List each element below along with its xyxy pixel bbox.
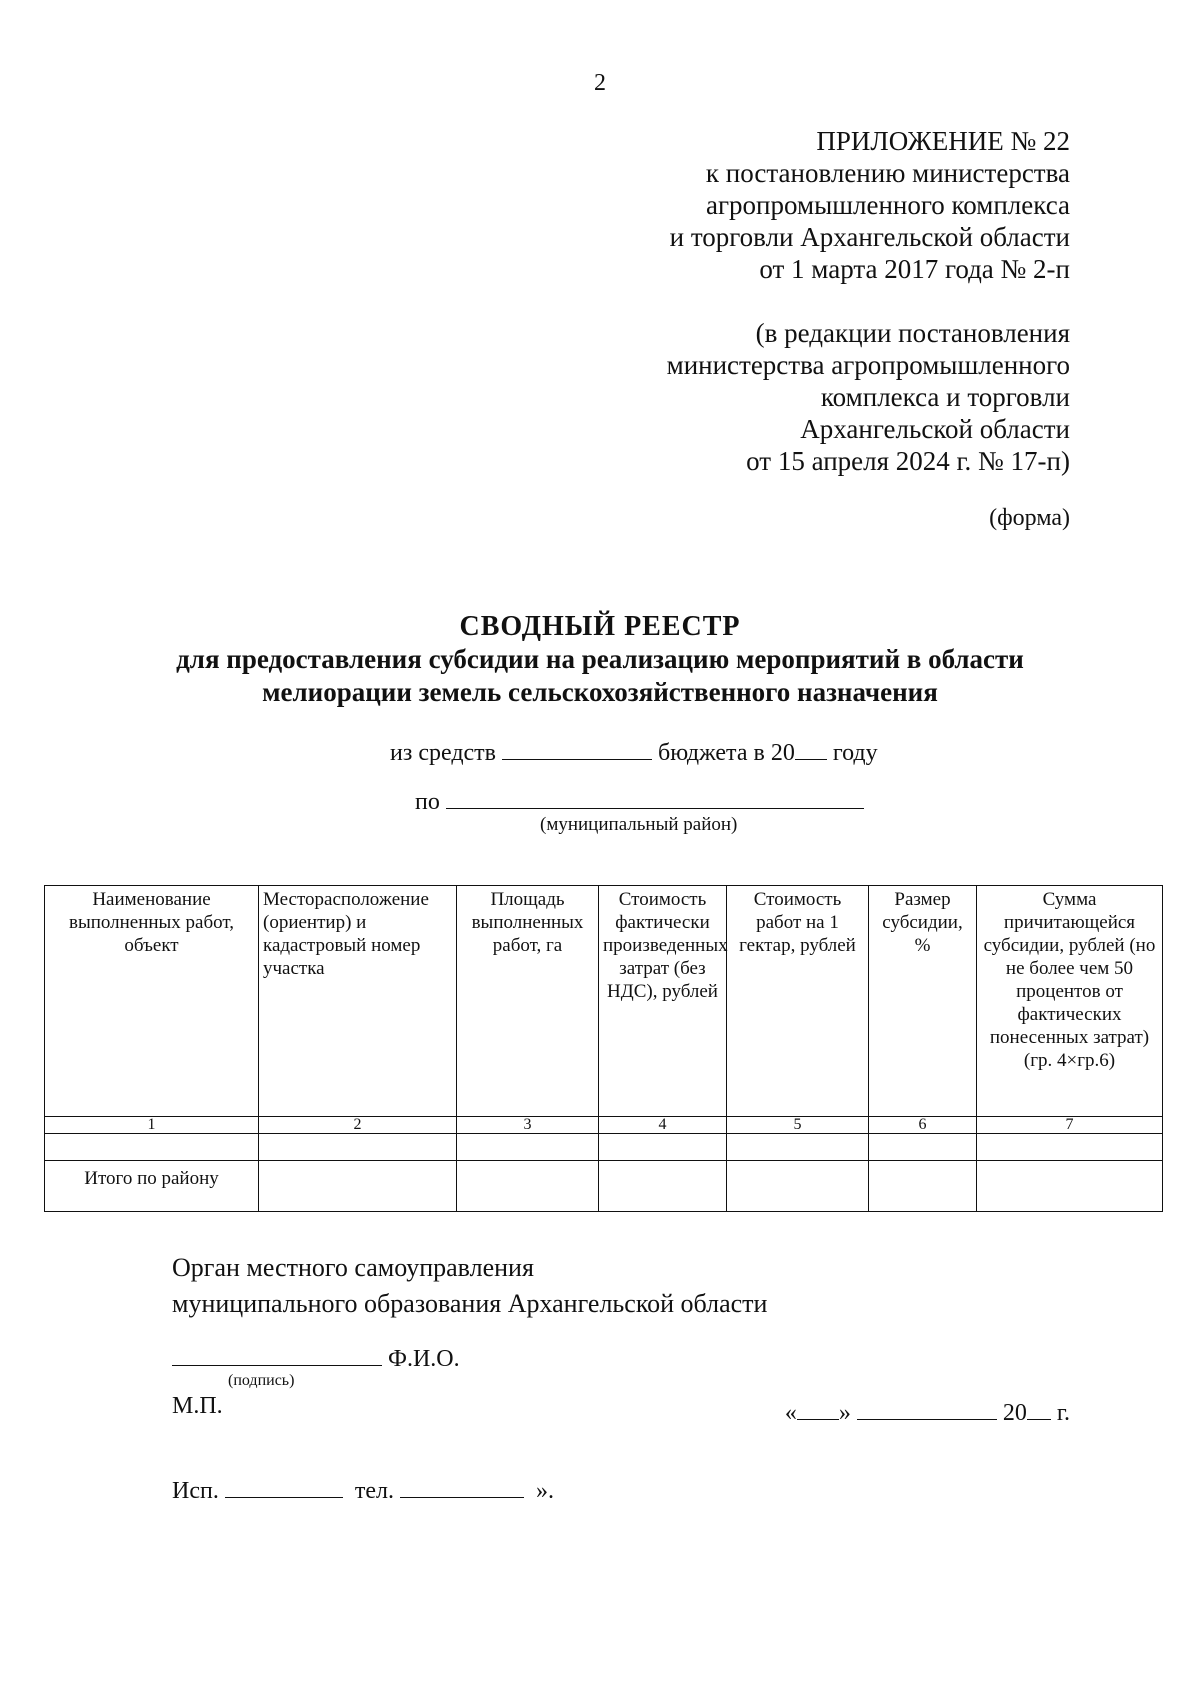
budget-source-field[interactable] xyxy=(502,737,652,760)
appendix-revision-line: (в редакции постановления xyxy=(755,318,1070,348)
appendix-revision-line: Архангельской области xyxy=(800,414,1070,444)
total-label: Итого по району xyxy=(45,1161,259,1212)
column-number: 1 xyxy=(45,1117,259,1134)
table-row xyxy=(45,1134,1163,1161)
date-day-field[interactable] xyxy=(797,1397,839,1420)
appendix-line: и торговли Архангельской области xyxy=(669,222,1070,252)
phone-label: тел. xyxy=(354,1478,394,1504)
district-line xyxy=(415,786,864,816)
date-month-field[interactable] xyxy=(857,1397,997,1420)
title-main: СВОДНЫЙ РЕЕСТР xyxy=(459,611,741,642)
date-year-prefix: 20 xyxy=(1002,1400,1027,1426)
table-cell[interactable] xyxy=(869,1161,977,1212)
header-cost-per-hectare: Стоимость работ на 1 гектар, рублей xyxy=(727,886,869,1117)
signature-field[interactable] xyxy=(172,1343,382,1366)
date-year-field[interactable] xyxy=(1027,1397,1051,1420)
document-title xyxy=(0,610,1200,709)
header-actual-cost: Стоимость фактически произведенных затрат (без НДС), рублей xyxy=(599,886,727,1117)
appendix-revision-line: от 15 апреля 2024 г. № 17-п) xyxy=(746,446,1070,476)
district-caption: (муниципальный район) xyxy=(540,814,738,835)
table-header-row xyxy=(45,886,1163,1117)
total-row xyxy=(45,1161,1163,1212)
table-cell[interactable] xyxy=(45,1134,259,1161)
appendix-line: от 1 марта 2017 года № 2-п xyxy=(759,254,1070,284)
table-cell[interactable] xyxy=(259,1134,457,1161)
contact-line xyxy=(172,1475,554,1505)
budget-suffix: году xyxy=(832,740,878,766)
date-close-quote: » xyxy=(838,1400,851,1426)
appendix-title: ПРИЛОЖЕНИЕ № 22 xyxy=(816,126,1070,156)
table-cell[interactable] xyxy=(727,1161,869,1212)
budget-prefix: из средств xyxy=(390,740,496,766)
appendix-spacer xyxy=(667,285,1070,317)
signature-line xyxy=(172,1343,460,1373)
budget-year-field[interactable] xyxy=(795,737,827,760)
table-cell[interactable] xyxy=(869,1134,977,1161)
organization-block xyxy=(172,1250,767,1322)
appendix-block xyxy=(667,125,1070,477)
district-field[interactable] xyxy=(446,786,864,809)
signature-caption: (подпись) xyxy=(228,1372,295,1389)
column-number: 4 xyxy=(599,1117,727,1134)
table-cell[interactable] xyxy=(977,1134,1163,1161)
appendix-revision-line: комплекса и торговли xyxy=(820,382,1070,412)
title-line: мелиорации земель сельскохозяйственного назначения xyxy=(262,677,938,707)
district-prefix: по xyxy=(415,789,440,815)
table-cell[interactable] xyxy=(599,1161,727,1212)
table-cell[interactable] xyxy=(457,1134,599,1161)
table-cell[interactable] xyxy=(259,1161,457,1212)
header-subsidy-rate: Размер субсидии, % xyxy=(869,886,977,1117)
appendix-revision-line: министерства агропромышленного xyxy=(666,350,1070,380)
date-line xyxy=(785,1397,1070,1427)
header-location: Месторасположение (ориентир) и кадастровый номер участка xyxy=(259,886,457,1117)
table-cell[interactable] xyxy=(599,1134,727,1161)
page-number: 2 xyxy=(594,70,606,96)
header-subsidy-amount: Сумма причитающейся субсидии, рублей (но не более чем 50 процентов от фактических понесенных затрат) (гр. 4×гр.6) xyxy=(977,886,1163,1117)
appendix-line: к постановлению министерства xyxy=(705,158,1070,188)
table-cell[interactable] xyxy=(457,1161,599,1212)
executor-field[interactable] xyxy=(225,1475,343,1498)
column-number: 2 xyxy=(259,1117,457,1134)
phone-field[interactable] xyxy=(400,1475,524,1498)
title-line: для предоставления субсидии на реализацию мероприятий в области xyxy=(176,644,1024,674)
column-number: 5 xyxy=(727,1117,869,1134)
table-cell[interactable] xyxy=(727,1134,869,1161)
budget-middle: бюджета в 20 xyxy=(658,740,795,766)
header-work-name: Наименование выполненных работ, объект xyxy=(45,886,259,1117)
registry-table xyxy=(44,885,1163,1212)
header-area: Площадь выполненных работ, га xyxy=(457,886,599,1117)
fio-label: Ф.И.О. xyxy=(388,1346,460,1372)
executor-label: Исп. xyxy=(172,1478,219,1504)
date-year-suffix: г. xyxy=(1056,1400,1070,1426)
stamp-label: М.П. xyxy=(172,1393,223,1419)
date-open-quote: « xyxy=(784,1400,797,1426)
column-number: 7 xyxy=(977,1117,1163,1134)
form-label: (форма) xyxy=(989,505,1070,531)
table-cell[interactable] xyxy=(977,1161,1163,1212)
budget-line xyxy=(390,737,878,767)
column-number: 3 xyxy=(457,1117,599,1134)
appendix-line: агропромышленного комплекса xyxy=(706,190,1070,220)
org-line: Орган местного самоуправления xyxy=(172,1253,534,1282)
org-line: муниципального образования Архангельской области xyxy=(172,1289,768,1318)
column-number-row xyxy=(45,1117,1163,1134)
column-number: 6 xyxy=(869,1117,977,1134)
closing-mark: ». xyxy=(535,1478,554,1504)
